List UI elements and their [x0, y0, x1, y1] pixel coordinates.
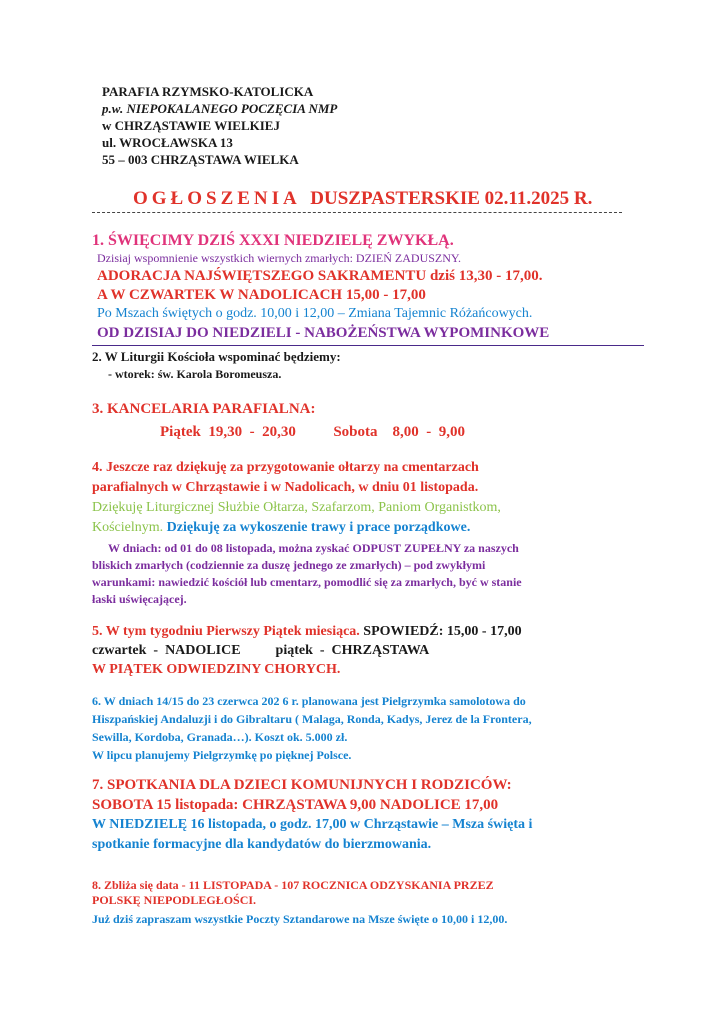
- parish-street: ul. WROCŁAWSKA 13: [102, 135, 233, 150]
- section-7-line-4: spotkanie formacyjne dla kandydatów do bierzmowania.: [92, 837, 432, 852]
- page-title: [133, 188, 592, 210]
- title-word-2: DUSZPASTERSKIE 02.11.2025 R.: [310, 188, 593, 209]
- section-1-heading: 1. ŚWIĘCIMY DZIŚ XXXI NIEDZIELĘ ZWYKŁĄ.: [92, 232, 454, 249]
- section-1-line-4: A W CZWARTEK W NADOLICACH 15,00 - 17,00: [97, 287, 426, 303]
- section-3-heading: 3. KANCELARIA PARAFIALNA:: [92, 401, 316, 417]
- section-2-line-2: - wtorek: św. Karola Boromeusza.: [108, 367, 282, 381]
- parish-postcode: 55 – 003 CHRZĄSTAWA WIELKA: [102, 152, 299, 167]
- section-2-heading: 2. W Liturgii Kościoła wspominać będziemy:: [92, 349, 341, 364]
- section-1-line-2: Dzisiaj wspomnienie wszystkich wiernych zmarłych: DZIEŃ ZADUSZNY.: [97, 251, 462, 265]
- section-6-line-2: Hiszpańskiej Andaluzji i do Gibraltaru ( Malaga, Ronda, Kadys, Jerez de la Frontera,: [92, 712, 532, 726]
- section-5-line-1a: 5. W tym tygodniu Pierwszy Piątek miesiąca.: [92, 624, 360, 639]
- section-4-line-5: W dniach: od 01 do 08 listopada, można zyskać ODPUST ZUPEŁNY za naszych: [108, 541, 519, 555]
- section-6-line-3: Sewilla, Kordoba, Granada…). Koszt ok. 5.000 zł.: [92, 730, 348, 744]
- section-1-line-6: OD DZISIAJ DO NIEDZIELI - NABOŻEŃSTWA WYPOMINKOWE: [97, 325, 550, 341]
- section-1-line-3: ADORACJA NAJŚWIĘTSZEGO SAKRAMENTU dziś 13,30 - 17,00.: [97, 268, 543, 284]
- section-4-line-3: Dziękuję Liturgicznej Służbie Ołtarza, Szafarzom, Paniom Organistkom,: [92, 500, 501, 515]
- parish-name: PARAFIA RZYMSKO-KATOLICKA: [102, 84, 314, 99]
- title-word-1: OGŁOSZENIA: [133, 188, 301, 209]
- section-5-line-2: czwartek - NADOLICE piątek - CHRZĄSTAWA: [92, 643, 430, 658]
- section-8-line-2: POLSKĘ NIEPODLEGŁOŚCI.: [92, 893, 257, 907]
- section-6-line-1: 6. W dniach 14/15 do 23 czerwca 202 6 r. planowana jest Pielgrzymka samolotowa do: [92, 694, 526, 708]
- section-4-line-4: [92, 520, 470, 536]
- section-4-line-7: warunkami: nawiedzić kościół lub cmentarz, pomodlić się za zmarłych, być w stanie: [92, 575, 522, 589]
- parish-dedication: p.w. NIEPOKALANEGO POCZĘCIA NMP: [102, 101, 338, 116]
- section-4-line-6: bliskich zmarłych (codziennie za duszę jednego ze zmarłych) – pod zwykłymi: [92, 558, 486, 572]
- section-6-line-4: W lipcu planujemy Pielgrzymkę po pięknej Polsce.: [92, 748, 352, 762]
- section-4-line-2: parafialnych w Chrząstawie i w Nadolicach, w dniu 01 listopada.: [92, 480, 479, 495]
- section-3-hours: Piątek 19,30 - 20,30 Sobota 8,00 - 9,00: [160, 424, 465, 440]
- section-8-line-3: Już dziś zapraszam wszystkie Poczty Sztandarowe na Msze święte o 10,00 i 12,00.: [92, 912, 508, 926]
- section-5-line-1b: SPOWIEDŹ: 15,00 - 17,00: [359, 624, 522, 639]
- section-7-line-2: SOBOTA 15 listopada: CHRZĄSTAWA 9,00 NADOLICE 17,00: [92, 797, 499, 813]
- section-5-line-3: W PIĄTEK ODWIEDZINY CHORYCH.: [92, 662, 341, 677]
- section-7-line-3: W NIEDZIELĘ 16 listopada, o godz. 17,00 w Chrząstawie – Msza święta i: [92, 817, 533, 832]
- section-8-line-1: 8. Zbliża się data - 11 LISTOPADA - 107 ROCZNICA ODZYSKANIA PRZEZ: [92, 878, 494, 892]
- section-7-heading: 7. SPOTKANIA DLA DZIECI KOMUNIJNYCH I RODZICÓW:: [92, 777, 512, 793]
- title-divider: [92, 212, 622, 213]
- section-4-line-1: 4. Jeszcze raz dziękuję za przygotowanie ołtarzy na cmentarzach: [92, 460, 479, 475]
- section-1-line-5: Po Mszach świętych o godz. 10,00 i 12,00 – Zmiana Tajemnic Różańcowych.: [97, 306, 533, 321]
- section-4-line-8: łaski uświęcającej.: [92, 592, 187, 606]
- parish-location: w CHRZĄSTAWIE WIELKIEJ: [102, 118, 280, 133]
- section-5-line-1: [92, 624, 522, 640]
- section-1-divider: [92, 345, 644, 346]
- section-4-line-4a: Kościelnym.: [92, 520, 164, 535]
- section-4-line-4b: Dziękuję za wykoszenie trawy i prace porządkowe.: [163, 520, 471, 535]
